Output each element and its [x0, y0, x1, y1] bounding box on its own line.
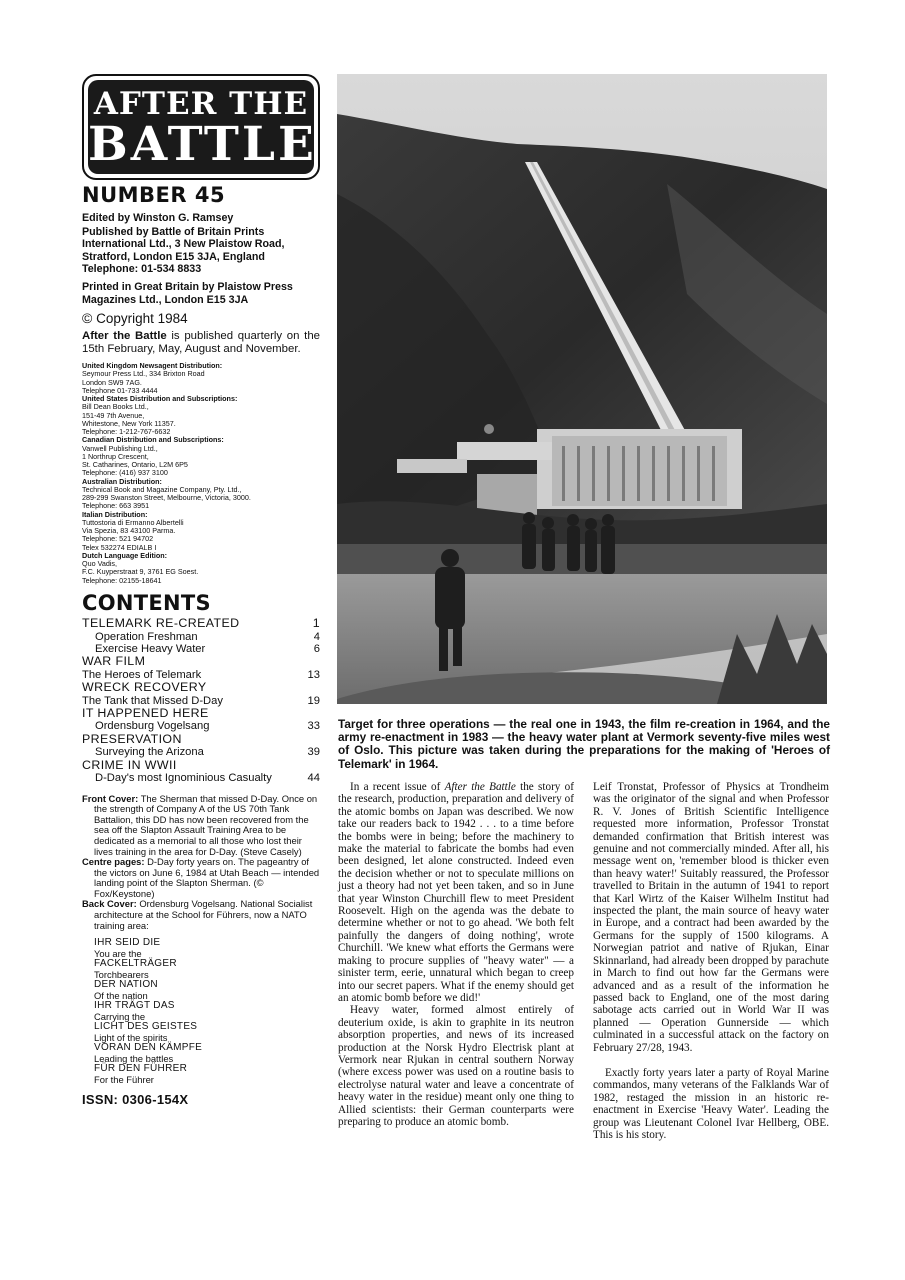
distribution-line: Telephone 01-733 4444: [82, 385, 158, 395]
distribution-heading: Dutch Language Edition:: [82, 550, 168, 560]
copyright: © Copyright 1984: [82, 310, 188, 327]
toc-item: D-Day's most Ignominious Casualty 44: [95, 772, 320, 785]
distribution-heading: United States Distribution and Subscriptions:: [82, 394, 238, 404]
distribution-entry: [82, 436, 320, 477]
logo-line-1: AFTER THE: [93, 86, 309, 122]
publisher-info: Published by Battle of Britain Prints International Ltd., 3 New Plaistow Road, Stratford, London E15 3JA, England Telephone: 01-534 8833: [82, 225, 285, 276]
article-paragraph-4: Exactly forty years later a party of Royal Marine commandos, many veterans of the Falklands War of 1982, restaged the mission in an historic re-enactment in Exercise 'Heavy Water'. Leading the group was Lieutenant Colonel Ivar Hellberg, OBE. This is his story.: [593, 1066, 829, 1141]
photo-caption: Target for three operations — the real one in 1943, the film re-creation in 1964, and the army re-enactment in 1983 — the heavy water plant at Vermork seventy-five miles west of Oslo. This picture was taken during the preparations for the making of 'Heroes of Telemark' in 1964.: [338, 717, 830, 771]
toc-section-heading: IT HAPPENED HERE: [82, 705, 209, 720]
distribution-entry: [82, 552, 320, 585]
anthem-german-line: VORAN DEN KÄMPFE: [94, 1042, 203, 1054]
toc-item: Surveying the Arizona 39: [95, 746, 320, 759]
distribution-line: Technical Book and Magazine Company, Pty. Ltd.,: [82, 484, 242, 494]
printer-info: Printed in Great Britain by Plaistow Press Magazines Ltd., London E15 3JA: [82, 280, 293, 306]
anthem-english-line: Leading the battles: [94, 1052, 174, 1064]
magazine-logo: [82, 74, 320, 180]
toc-section-heading: TELEMARK RE-CREATED 1: [82, 615, 320, 630]
article-column-2: [593, 781, 829, 1141]
distribution-line: Telephone: 521 94702: [82, 534, 154, 544]
toc-item: Ordensburg Vogelsang 33: [95, 720, 320, 733]
distribution-line: 1 Northrup Crescent,: [82, 451, 149, 461]
distribution-line: Telephone: 1-212-767-6632: [82, 427, 171, 437]
distribution-heading: Italian Distribution:: [82, 509, 148, 519]
distribution-line: London SW9 7AG.: [82, 377, 142, 387]
article-paragraph-1: In a recent issue of After the Battle the story of the research, production, preparation and delivery of the atomic bombs on Japan was described. We now take our readers back to 1942 . . . to a time before the bombs were in being; before the machinery to make the material to fabricate the bombs had even been designed, let alone constructed. Indeed even the decision whether or not to speculate millions on just a theory had not yet been taken, and so in June that year Winston Churchill flew to meet President Roosevelt. High on the agenda was the debate to determine whether or not to go ahead. 'We both felt painfully the dangers of doing nothing', wrote Churchill. 'We knew what efforts the Germans were making to procure supplies of "heavy water" — a sinister term, eerie, unnatural which began to creep into our secret papers. What if the enemy should get an atomic bomb before we did!': [338, 781, 574, 1004]
cover-description: Front Cover: The Sherman that missed D-Day. Once on the strength of Company A of the US 70th Tank Battalion, this DD has now been recovered from the sea off the Slapton Assault Training Area to be dedicated as a memorial to all those who lost their lives training in the area for D-Day. (Steve Casely): [82, 792, 318, 857]
anthem-english-line: For the Führer: [94, 1073, 154, 1085]
anthem-text: [82, 938, 320, 1085]
distribution-line: Whitestone, New York 11357.: [82, 418, 176, 428]
anthem-english-line: You are the: [94, 947, 142, 959]
contents-title: CONTENTS: [82, 590, 211, 615]
table-of-contents: [82, 617, 320, 785]
distribution-entry: [82, 478, 320, 511]
distribution-line: 289-299 Swanston Street, Melbourne, Victoria, 3000.: [82, 493, 251, 503]
distribution-line: F.C. Kuyperstraat 9, 3761 EG Soest.: [82, 567, 199, 577]
toc-item: The Heroes of Telemark 13: [82, 668, 320, 681]
cover-descriptions: [82, 794, 320, 932]
anthem-english-line: Carrying the: [94, 1010, 146, 1022]
toc-section-heading: CRIME IN WWII: [82, 757, 177, 772]
issn: ISSN: 0306-154X: [82, 1092, 189, 1108]
editor-credit: Edited by Winston G. Ramsey: [82, 212, 234, 224]
distribution-line: Telephone: (416) 937 3100: [82, 468, 168, 478]
issue-number: NUMBER 45: [82, 183, 226, 207]
anthem-german-line: LICHT DES GEISTES: [94, 1021, 198, 1033]
anthem-german-line: DER NATION: [94, 979, 158, 991]
vermork-plant-photo: [337, 74, 827, 704]
toc-section-heading: PRESERVATION: [82, 731, 182, 746]
anthem-german-line: IHR SEID DIE: [94, 937, 161, 949]
toc-item: Operation Freshman 4: [95, 630, 320, 643]
anthem-german-line: IHR TRÄGT DAS: [94, 1000, 175, 1012]
distribution-line: 151-49 7th Avenue,: [82, 410, 145, 420]
distribution-entry: [82, 362, 320, 395]
distribution-heading: Canadian Distribution and Subscriptions:: [82, 435, 224, 445]
article-paragraph-3: Leif Tronstat, Professor of Physics at Trondheim was the originator of the signal and when Professor R. V. Jones of British Scientific Intelligence requested more information, Professor Tronstat demanded confirmation that British interest was genuine and not commercially minded. After all, his message went on, 'remember blood is thicker even than heavy water!' Suitably reassured, the Professor travelled to Britain in the autumn of 1941 to report that Karl Wirtz of the Kaiser Wilhelm Institut had inspected the plant, the main source of heavy water in Europe, and a contract had been awarded by the Germans for the supply of 1500 kilograms. A Norwegian patriot and native of Rjukan, Einar Skinnarland, had already been dropped by parachute in March to find out how far the Germans were advanced and as a result of the information he passed back to England, one of the most daring sabotage acts carried out in World War II was planned — Operation Gunnerside — which culminated in a successful attack on the factory on February 27/28, 1943.: [593, 781, 829, 1054]
distribution-line: Telephone: 663 3951: [82, 501, 150, 511]
distribution-line: Telex 532274 EDIALB I: [82, 542, 157, 552]
anthem-german-line: FACKELTRÄGER: [94, 958, 177, 970]
distribution-line: Telephone: 02155-18641: [82, 575, 162, 585]
distribution-line: Bill Dean Books Ltd.,: [82, 402, 149, 412]
toc-item: Exercise Heavy Water 6: [95, 642, 320, 655]
toc-item: The Tank that Missed D-Day 19: [82, 694, 320, 707]
distribution-heading: United Kingdom Newsagent Distribution:: [82, 361, 223, 371]
distribution-list: [82, 362, 320, 585]
anthem-english-line: Of the nation: [94, 989, 148, 1001]
cover-description: Back Cover: Ordensburg Vogelsang. National Socialist architecture at the School for Führers, now a NATO training area:: [82, 898, 313, 931]
distribution-line: Via Spezia, 83 43100 Parma.: [82, 526, 176, 536]
publication-schedule: After the Battle is published quarterly on the 15th February, May, August and November.: [82, 330, 320, 356]
logo-line-2: BATTLE: [88, 117, 317, 172]
distribution-line: St. Catharines, Ontario, L2M 6P5: [82, 460, 188, 470]
article-paragraph-2: Heavy water, formed almost entirely of deuterium oxide, is akin to graphite in its neutron absorption properties, and news of its increased production at the Norsk Hydro Electrisk plant at Vermork near Rjukan in central southern Norway (where excess power was used on a routine basis to electrolyse natural water and leave a concentrate of heavy water in the residue) meant only one thing to Allied scientists: their German counterparts were preparing to produce an atomic bomb.: [338, 1004, 574, 1128]
anthem-english-line: Torchbearers: [94, 968, 149, 980]
article-column-1: [338, 781, 574, 1128]
distribution-line: Tuttostoria di Ermanno Albertelli: [82, 517, 184, 527]
distribution-line: Quo Vadis,: [82, 559, 118, 569]
toc-section-heading: WRECK RECOVERY: [82, 679, 207, 694]
distribution-line: Seymour Press Ltd., 334 Brixton Road: [82, 369, 205, 379]
anthem-english-line: Light of the spirits: [94, 1031, 168, 1043]
cover-description: Centre pages: D-Day forty years on. The pageantry of the victors on June 6, 1984 at Utah Beach — intended landing point of the Slapton Sherman. (© Fox/Keystone): [82, 856, 320, 899]
distribution-entry: [82, 511, 320, 552]
distribution-entry: [82, 395, 320, 436]
distribution-heading: Australian Distribution:: [82, 476, 162, 486]
distribution-line: Vanwell Publishing Ltd.,: [82, 443, 158, 453]
anthem-german-line: FÜR DEN FÜHRER: [94, 1063, 188, 1075]
masthead-column: [82, 74, 320, 1107]
toc-section-heading: WAR FILM: [82, 654, 146, 669]
